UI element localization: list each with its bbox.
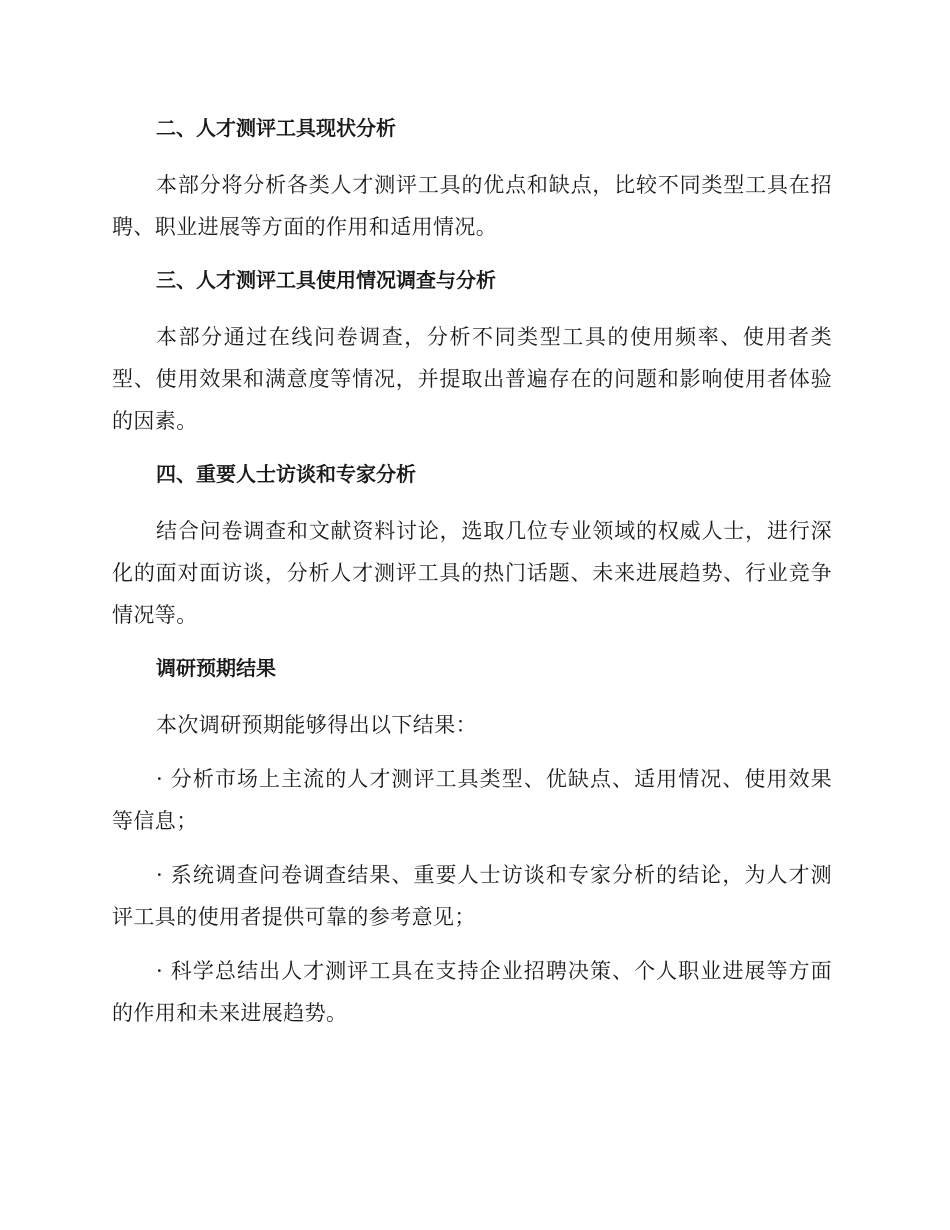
results-intro: 本次调研预期能够得出以下结果： <box>156 713 477 737</box>
section-paragraph-2: 本部分将分析各类人才测评工具的优点和缺点，比较不同类型工具在招聘、职业进展等方面的作用和适用情况。 <box>112 173 832 239</box>
section-paragraph-3: 本部分通过在线问卷调查，分析不同类型工具的使用频率、使用者类型、使用效果和满意度等情况，并提取出普遍存在的问题和影响使用者体验的因素。 <box>112 325 832 433</box>
results-item-1: · 分析市场上主流的人才测评工具类型、优缺点、适用情况、使用效果等信息； <box>112 767 832 833</box>
results-heading: 调研预期结果 <box>156 656 276 680</box>
results-item-3: · 科学总结出人才测评工具在支持企业招聘决策、个人职业进展等方面的作用和未来进展趋势。 <box>112 959 832 1025</box>
section-heading-3: 三、人才测评工具使用情况调查与分析 <box>156 268 496 292</box>
section-paragraph-4: 结合问卷调查和文献资料讨论，选取几位专业领域的权威人士，进行深化的面对面访谈，分析人才测评工具的热门话题、未来进展趋势、行业竞争情况等。 <box>112 519 832 627</box>
section-heading-4: 四、重要人士访谈和专家分析 <box>156 462 416 486</box>
results-item-2: · 系统调查问卷调查结果、重要人士访谈和专家分析的结论，为人才测评工具的使用者提供可靠的参考意见； <box>112 863 832 929</box>
section-heading-2: 二、人才测评工具现状分析 <box>156 116 396 140</box>
document-body <box>112 108 832 1046</box>
